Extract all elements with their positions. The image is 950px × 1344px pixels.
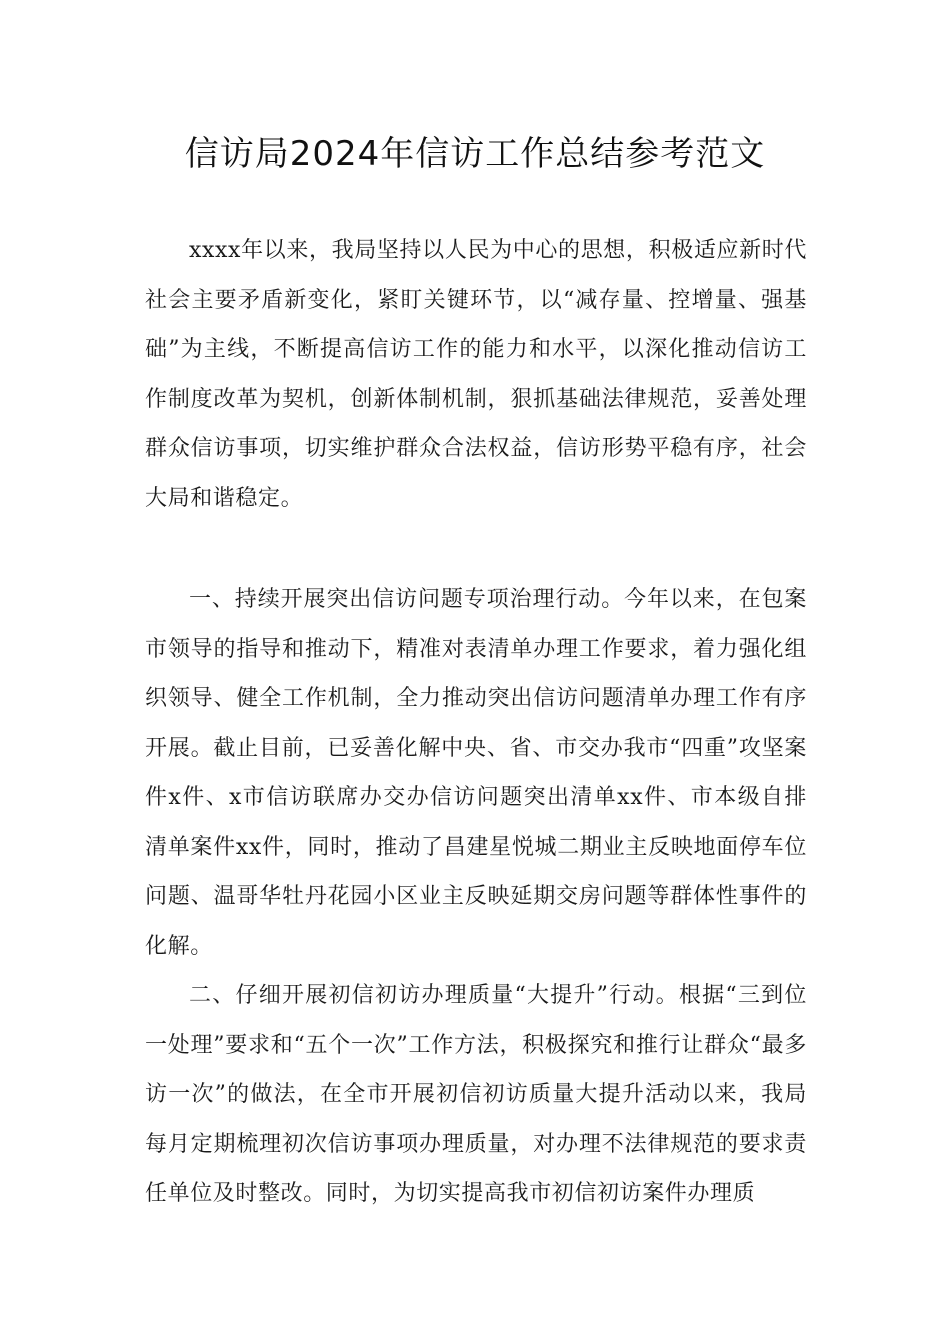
paragraph-section-1: 一、持续开展突出信访问题专项治理行动。今年以来，在包案市领导的指导和推动下，精准对表清单办理工作要求，着力强化组织领导、健全工作机制，全力推动突出信访问题清单办理工作有序开展。截止目前，已妥善化解中央、省、市交办我市“四重”攻坚案件x件、x市信访联席办交办信访问题突出清单xx件、市本级自排清单案件xx件，同时，推动了昌建星悦城二期业主反映地面停车位问题、温哥华牡丹花园小区业主反映延期交房问题等群体性事件的化解。 xyxy=(145,587,807,959)
paragraph-intro: xxxx年以来，我局坚持以人民为中心的思想，积极适应新时代社会主要矛盾新变化，紧盯关键环节，以“减存量、控增量、强基础”为主线，不断提高信访工作的能力和水平，以深化推动信访工作制度改革为契机，创新体制机制，狠抓基础法律规范，妥善处理群众信访事项，切实维护群众合法权益，信访形势平稳有序，社会大局和谐稳定。 xyxy=(145,238,807,511)
paragraph-section-2: 二、仔细开展初信初访办理质量“大提升”行动。根据“三到位一处理”要求和“五个一次”工作方法，积极探究和推行让群众“最多访一次”的做法，在全市开展初信初访质量大提升活动以来，我局每月定期梳理初次信访事项办理质量，对办理不法律规范的要求责任单位及时整改。同时，为切实提高我市初信初访案件办理质 xyxy=(145,983,807,1206)
document-title: 信访局2024年信访工作总结参考范文 xyxy=(184,134,766,174)
